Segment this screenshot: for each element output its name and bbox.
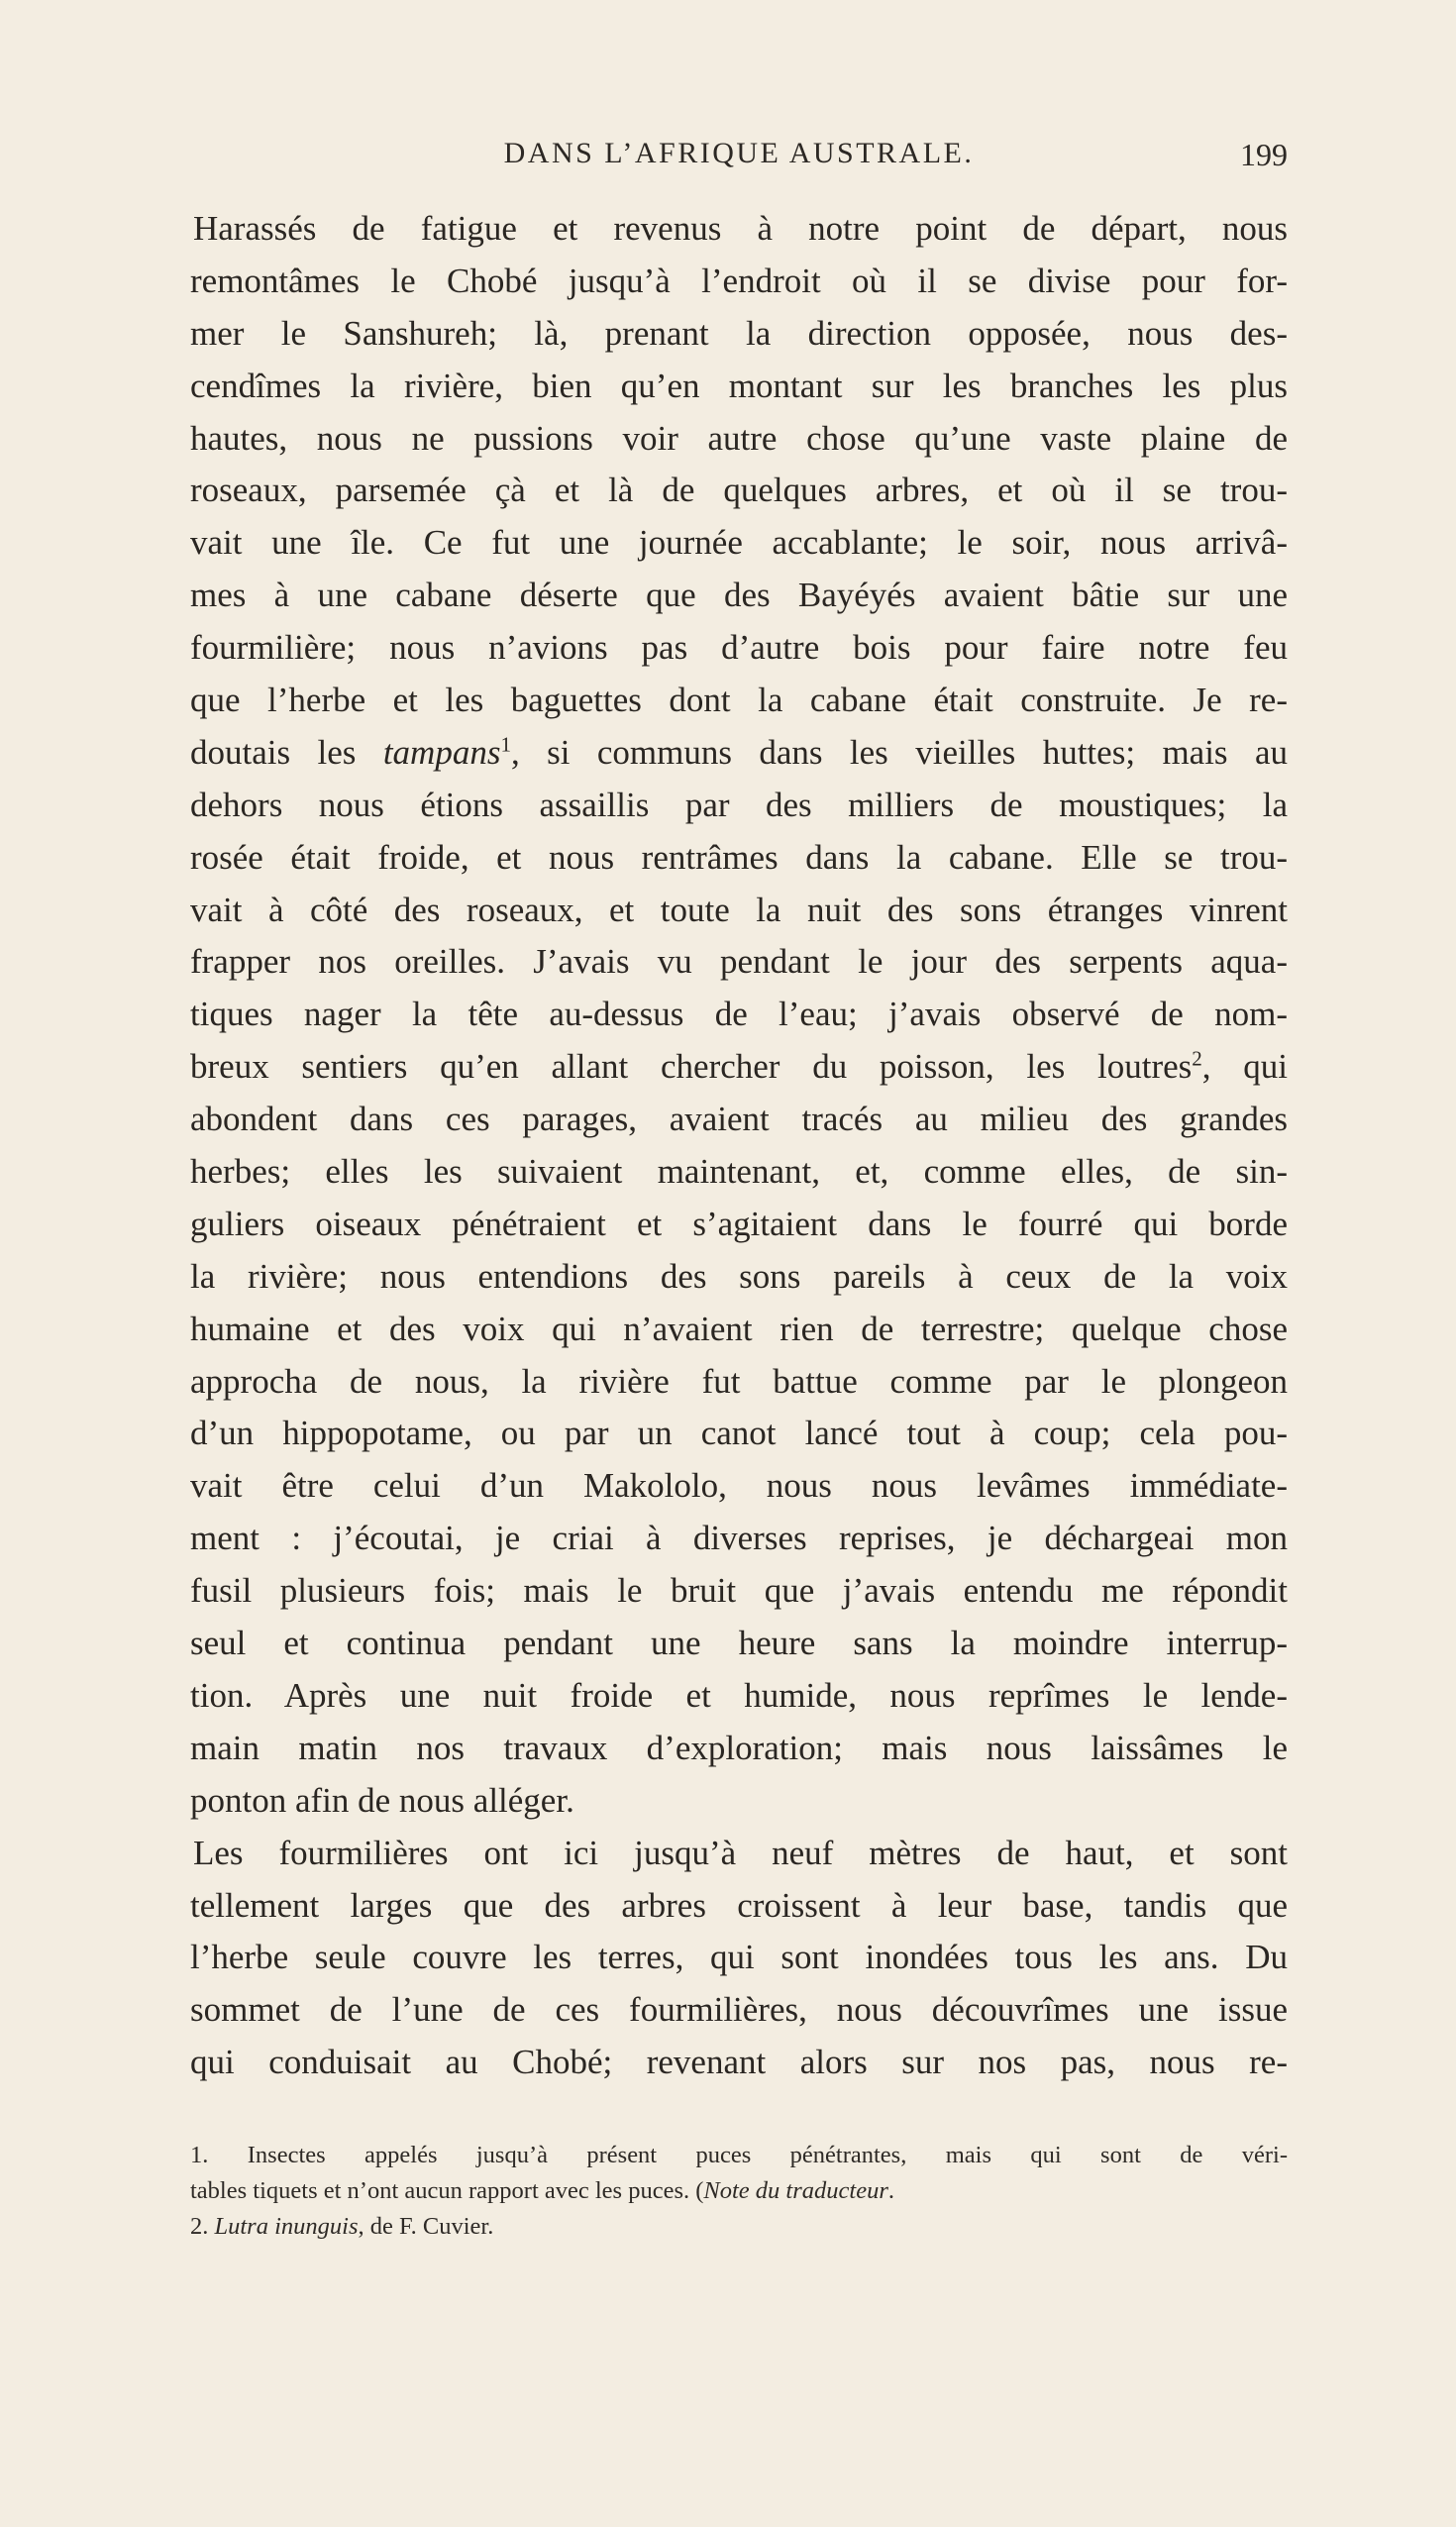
text-line: vait une île. Ce fut une journée accablante; le soir, nous arrivâ- [190, 523, 1288, 563]
text-line: mes à une cabane déserte que des Bayéyés avaient bâtie sur une [190, 576, 1288, 615]
text-line: roseaux, parsemée çà et là de quelques arbres, et où il se trou- [190, 471, 1288, 510]
text-line: doutais les tampans$^1$, si communs dans les vieilles huttes; mais au [190, 732, 1288, 772]
footnotes [190, 2138, 1288, 2245]
text-line: rosée était froide, et nous rentrâmes dans la cabane. Elle se trou- [190, 837, 1288, 877]
text-line: guliers oiseaux pénétraient et s’agitaient dans le fourré qui borde [190, 1204, 1288, 1243]
text-line: vait être celui d’un Makololo, nous nous levâmes immédiate- [190, 1466, 1288, 1506]
text-line: approcha de nous, la rivière fut battue comme par le plongeon [190, 1361, 1288, 1401]
text-line: tion. Après une nuit froide et humide, nous reprîmes le lende- [190, 1675, 1288, 1715]
text-line: Les fourmilières ont ici jusqu’à neuf mètres de haut, et sont [193, 1833, 1288, 1872]
italic-word: tampans [382, 732, 501, 772]
text-line: dehors nous étions assaillis par des milliers de moustiques; la [190, 785, 1288, 824]
text-line-content: Harassés de fatigue et revenus à notre point de départ, nous [193, 209, 1288, 248]
main-text [190, 203, 1288, 2089]
page-header [190, 137, 1288, 196]
paragraph-1 [190, 203, 1288, 1828]
text-line: fourmilière; nous n’avions pas d’autre bois pour faire notre feu [190, 628, 1288, 668]
text-line: humaine et des voix qui n’avaient rien de terrestre; quelque chose [190, 1309, 1288, 1348]
text-line: frapper nos oreilles. J’avais vu pendant le jour des serpents aqua- [190, 942, 1288, 982]
text-line [193, 203, 1288, 256]
footnote-2: 2. Lutra inunguis, de F. Cuvier. [190, 2213, 494, 2240]
text-line: mer le Sanshureh; là, prenant la direction opposée, nous des- [190, 313, 1288, 353]
text-line: sommet de l’une de ces fourmilières, nous découvrîmes une issue [190, 1990, 1288, 2030]
text-line: main matin nos travaux d’exploration; mais nous laissâmes le [190, 1728, 1288, 1767]
text-line: ment : j’écoutai, je criai à diverses reprises, je déchargeai mon [190, 1519, 1288, 1558]
text-line: seul et continua pendant une heure sans la moindre interrup- [190, 1624, 1288, 1663]
text-line: l’herbe seule couvre les terres, qui sont inondées tous les ans. Du [190, 1938, 1288, 1977]
footnote-1-line-1: 1. Insectes appelés jusqu’à présent puces pénétrantes, mais qui sont de véri- [190, 2142, 1288, 2168]
paragraph-2 [190, 1828, 1288, 2089]
text-line: breux sentiers qu’en allant chercher du poisson, les loutres$^2$, qui [190, 1046, 1288, 1087]
text-line: vait à côté des roseaux, et toute la nuit des sons étranges vinrent [190, 890, 1288, 929]
text-line: d’un hippopotame, ou par un canot lancé tout à coup; cela pou- [190, 1414, 1288, 1453]
text-line: ponton afin de nous alléger. [190, 1780, 574, 1820]
text-line: herbes; elles les suivaient maintenant, et, comme elles, de sin- [190, 1152, 1288, 1192]
text-line: tiques nager la tête au-dessus de l’eau; j’avais observé de nom- [190, 995, 1288, 1034]
text-line: la rivière; nous entendions des sons pareils à ceux de la voix [190, 1256, 1288, 1296]
footnote-ref-2: 2 [1192, 1046, 1202, 1071]
text-line: tellement larges que des arbres croissent à leur base, tandis que [190, 1885, 1288, 1925]
text-line: que l’herbe et les baguettes dont la cabane était construite. Je re- [190, 681, 1288, 720]
text-line: qui conduisait au Chobé; revenant alors sur nos pas, nous re- [190, 2043, 1288, 2082]
text-line: fusil plusieurs fois; mais le bruit que j’avais entendu me répondit [190, 1571, 1288, 1611]
footnote-ref-1: 1 [500, 732, 511, 757]
running-head: DANS L’AFRIQUE AUSTRALE. [503, 137, 975, 169]
page-number: 199 [1240, 137, 1288, 172]
text-line: remontâmes le Chobé jusqu’à l’endroit où il se divise pour for- [190, 261, 1288, 300]
text-line: cendîmes la rivière, bien qu’en montant sur les branches les plus [190, 366, 1288, 405]
footnote-1-line-2: tables tiquets et n’ont aucun rapport avec les puces. (Note du traducteur. [190, 2177, 894, 2204]
text-line: abondent dans ces parages, avaient tracés au milieu des grandes [190, 1100, 1288, 1139]
text-line: hautes, nous ne pussions voir autre chose qu’une vaste plaine de [190, 418, 1288, 458]
